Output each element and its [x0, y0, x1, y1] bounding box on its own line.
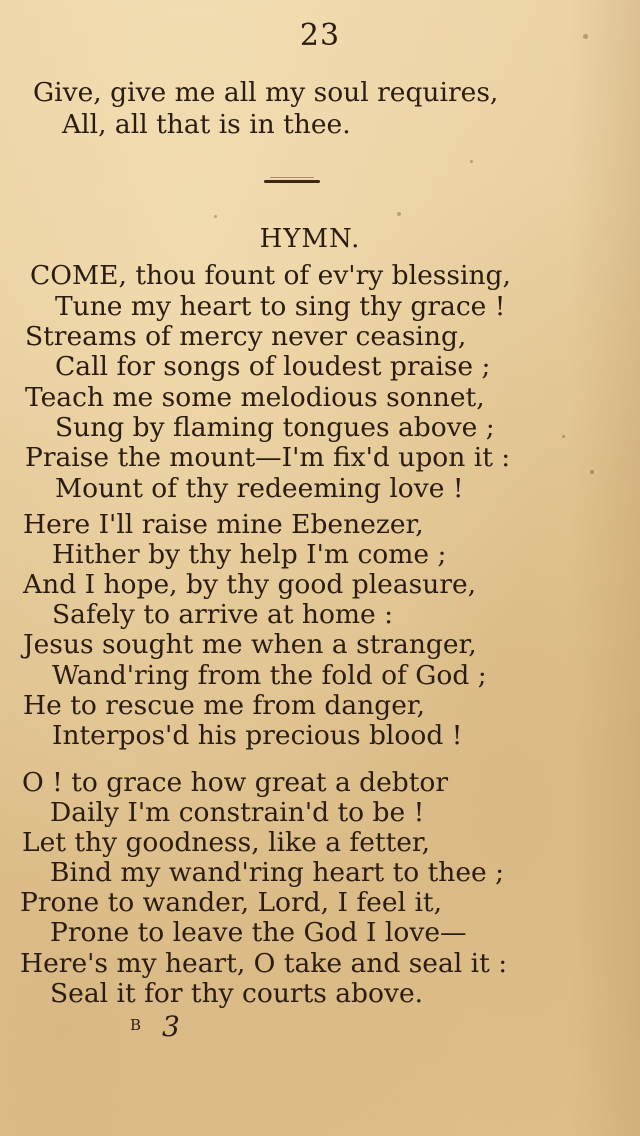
verse-line: Mount of thy redeeming love !: [55, 473, 464, 504]
verse-line: And I hope, by thy good pleasure,: [23, 569, 477, 600]
verse-line: Teach me some melodious sonnet,: [25, 382, 485, 413]
verse-line: Sung by flaming tongues above ;: [55, 412, 495, 443]
carryover-line: All, all that is in thee.: [62, 109, 351, 140]
verse-line: Interpos'd his precious blood !: [52, 720, 463, 751]
verse-line: O ! to grace how great a debtor: [22, 767, 449, 798]
verse-line: Here's my heart, O take and seal it :: [20, 948, 508, 979]
signature-letter: B: [130, 1016, 142, 1034]
hymn-title: HYMN.: [259, 224, 361, 254]
verse-line: Prone to leave the God I love—: [50, 917, 467, 948]
foxing-speck: [470, 160, 473, 163]
verse-line: Jesus sought me when a stranger,: [23, 629, 477, 660]
verse-line: Safely to arrive at home :: [52, 599, 394, 630]
foxing-speck: [562, 435, 565, 438]
verse-line: Prone to wander, Lord, I feel it,: [20, 887, 442, 918]
foxing-speck: [397, 212, 401, 216]
section-divider: [264, 180, 320, 183]
verse-line: Praise the mount—I'm fix'd upon it :: [25, 442, 511, 473]
signature-number: 3: [162, 1010, 180, 1043]
verse-line: Hither by thy help I'm come ;: [52, 539, 447, 570]
foxing-speck: [590, 470, 594, 474]
verse-line: Tune my heart to sing thy grace !: [55, 291, 506, 322]
verse-line: COME, thou fount of ev'ry blessing,: [30, 260, 511, 291]
verse-line: Call for songs of loudest praise ;: [55, 351, 491, 382]
verse-line: Let thy goodness, like a fetter,: [22, 827, 431, 858]
verse-line: Bind my wand'ring heart to thee ;: [50, 857, 505, 888]
foxing-speck: [214, 215, 217, 218]
verse-line: Seal it for thy courts above.: [50, 978, 424, 1009]
verse-line: Daily I'm constrain'd to be !: [50, 797, 425, 828]
verse-line: Wand'ring from the fold of God ;: [52, 660, 487, 691]
verse-line: He to rescue me from danger,: [23, 690, 426, 721]
page-edge-shadow: [570, 0, 640, 1136]
carryover-line: Give, give me all my soul requires,: [33, 77, 499, 108]
page-number: 23: [299, 18, 341, 53]
verse-line: Here I'll raise mine Ebenezer,: [23, 509, 424, 540]
verse-line: Streams of mercy never ceasing,: [25, 321, 467, 352]
